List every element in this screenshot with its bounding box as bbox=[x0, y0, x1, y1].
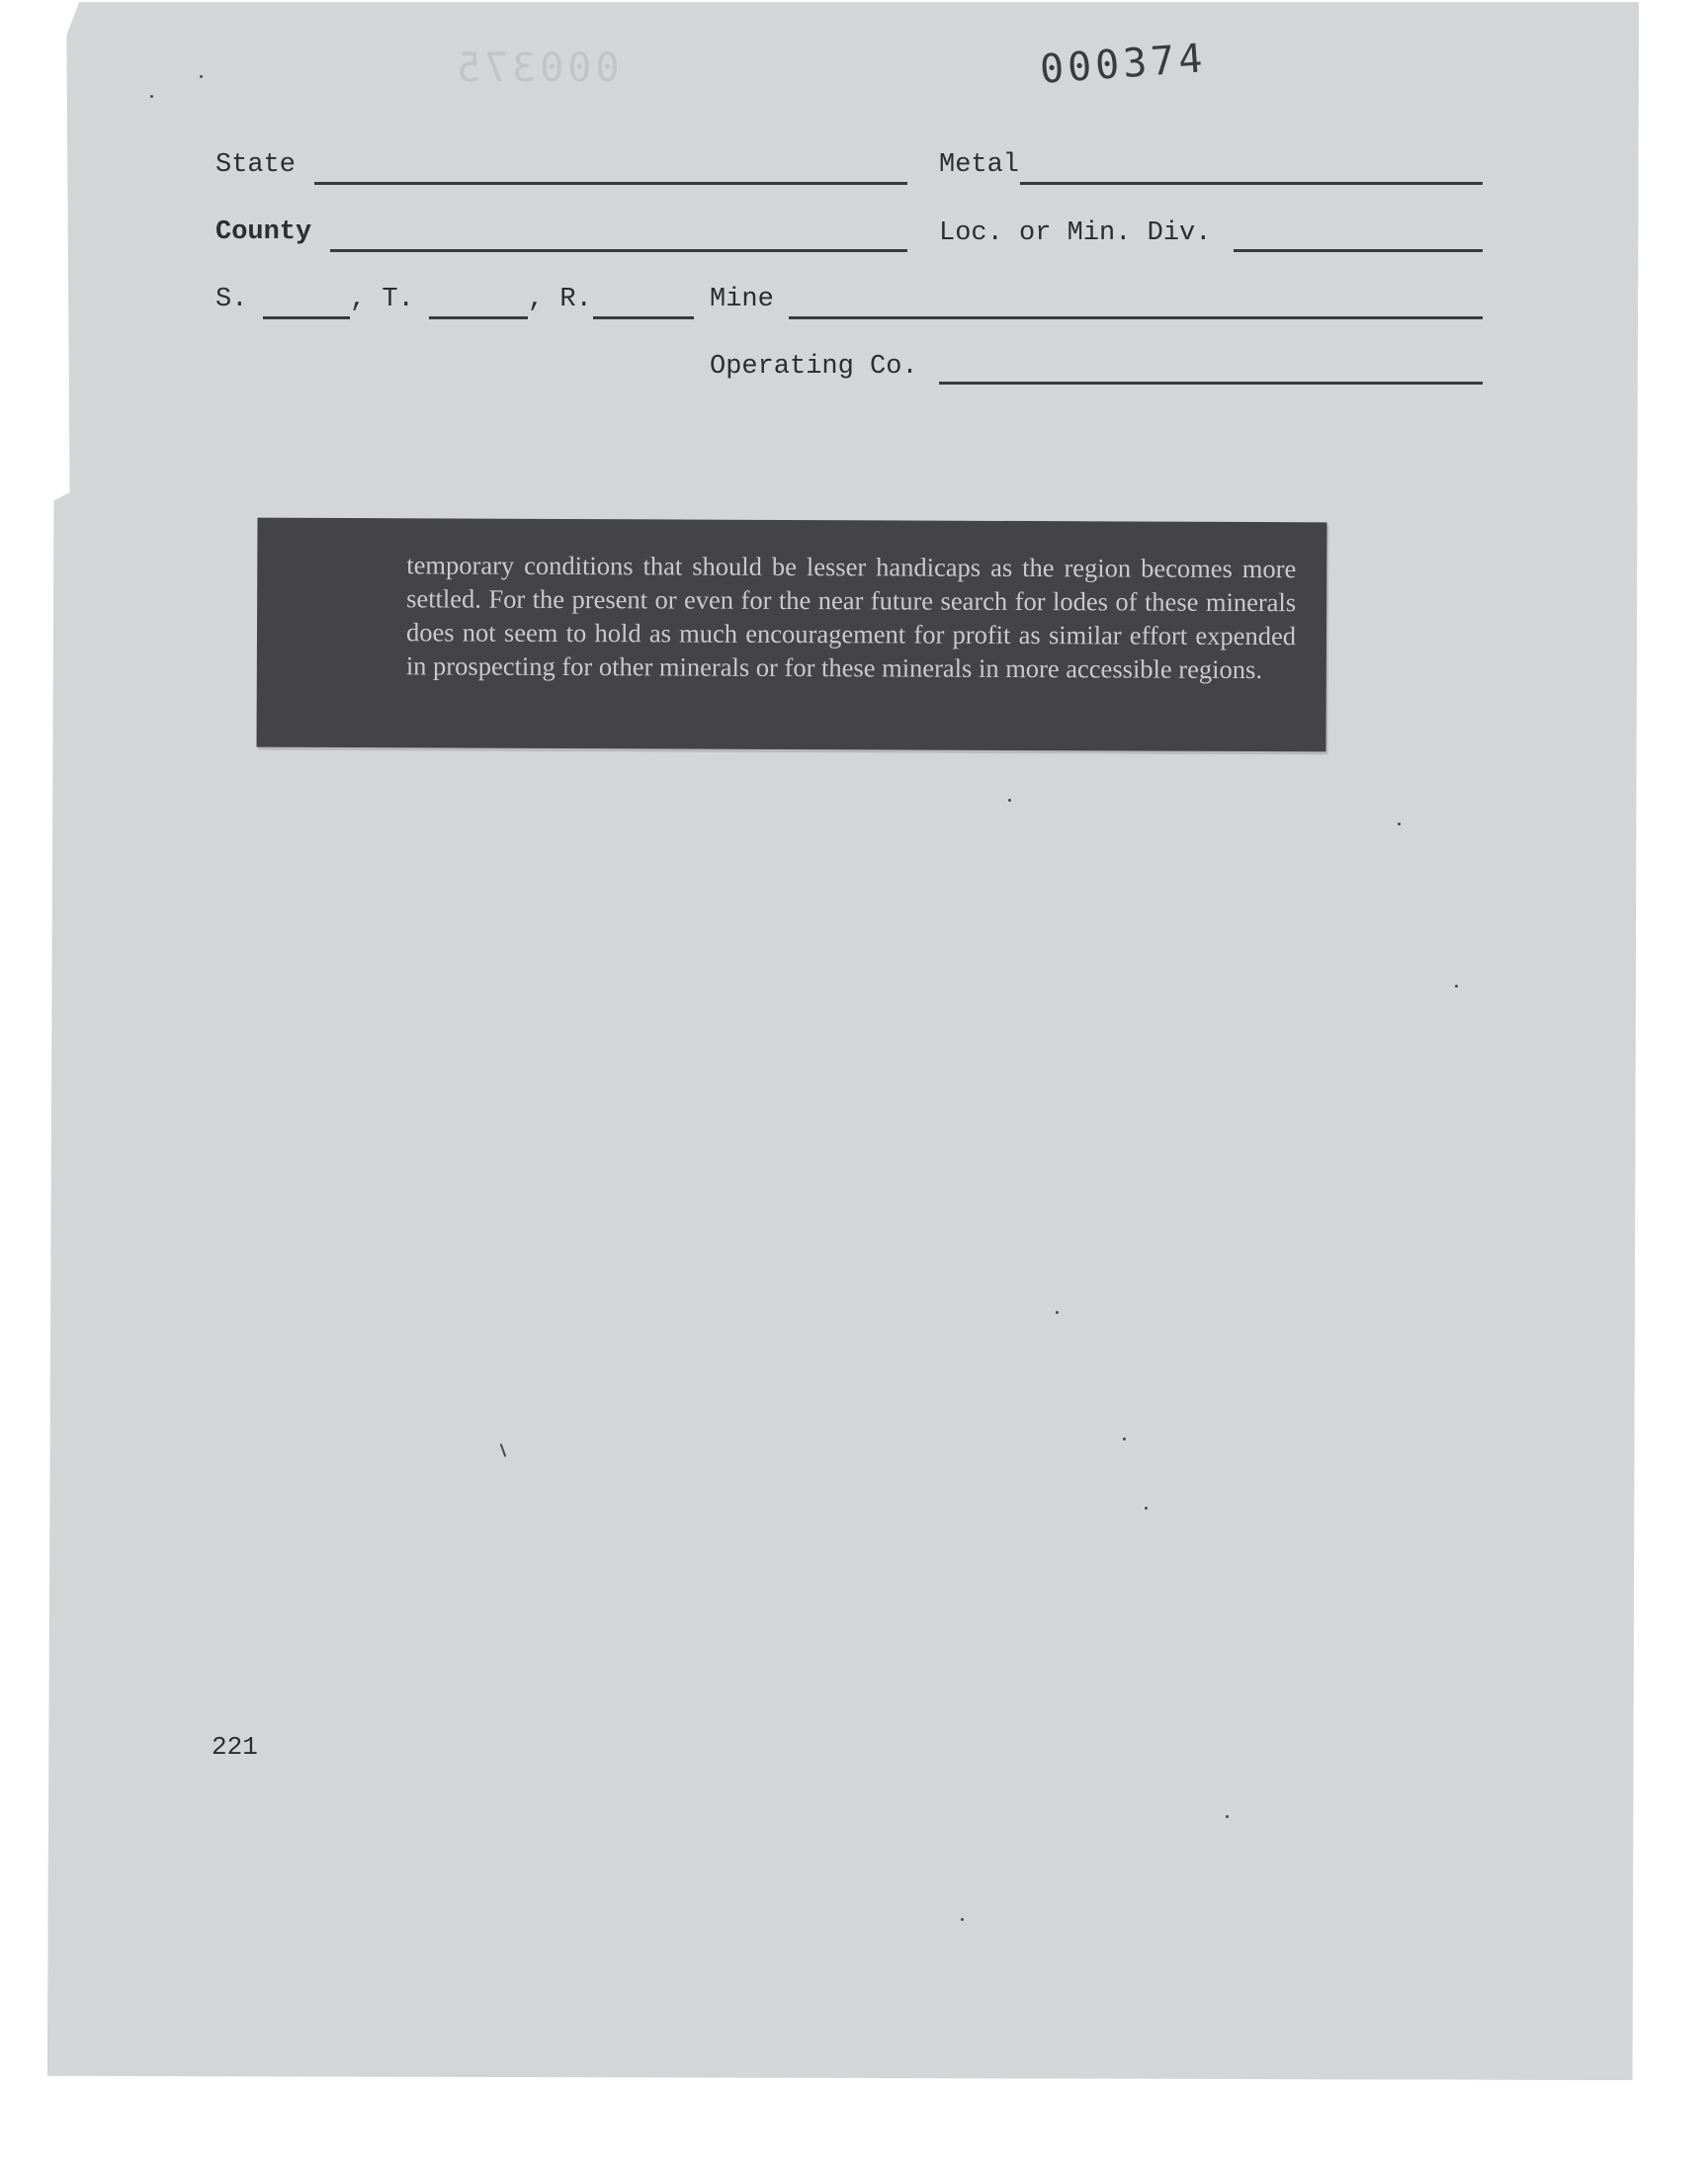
range-field-line bbox=[593, 316, 694, 319]
operating-co-field-line bbox=[939, 382, 1483, 385]
county-label: County bbox=[215, 218, 312, 247]
state-field-line bbox=[314, 182, 907, 185]
scan-speck bbox=[1455, 985, 1458, 988]
scan-speck bbox=[150, 95, 153, 98]
bleed-through-number: 000375 bbox=[453, 45, 620, 91]
pasted-text-clipping bbox=[256, 518, 1326, 752]
loc-field-line bbox=[1234, 249, 1483, 252]
operating-co-label: Operating Co. bbox=[710, 352, 918, 382]
scan-speck bbox=[1056, 1311, 1059, 1314]
range-label: , R. bbox=[528, 285, 592, 314]
clipping-paragraph: temporary conditions that should be lesser handicaps as the region becomes more settled. For the present or even for the near future search for lodes of these minerals does not seem to hold as much encouragement for profit as similar effort expended in prospecting for other minerals or for these minerals in more accessible regions. bbox=[405, 550, 1297, 685]
township-label: , T. bbox=[350, 285, 414, 314]
scan-speck bbox=[1398, 823, 1401, 826]
scan-speck bbox=[1145, 1507, 1148, 1510]
township-field-line bbox=[429, 316, 528, 319]
scan-speck bbox=[200, 75, 203, 78]
county-field-line bbox=[330, 249, 907, 252]
loc-or-min-div-label: Loc. or Min. Div. bbox=[939, 218, 1212, 248]
document-number-stamp: 000374 bbox=[1038, 36, 1208, 93]
paper-sheet bbox=[47, 2, 1639, 2080]
metal-label: Metal bbox=[939, 150, 1020, 180]
mine-label: Mine bbox=[710, 285, 774, 314]
mine-field-line bbox=[789, 316, 1483, 319]
metal-field-line bbox=[1020, 182, 1483, 185]
scan-speck bbox=[961, 1918, 964, 1921]
page-number: 221 bbox=[212, 1732, 258, 1762]
state-label: State bbox=[215, 150, 297, 180]
section-label: S. bbox=[215, 285, 248, 314]
scan-speck bbox=[1008, 799, 1011, 802]
scan-speck bbox=[1226, 1815, 1229, 1818]
section-field-line bbox=[263, 316, 350, 319]
scan-speck bbox=[1123, 1437, 1126, 1440]
